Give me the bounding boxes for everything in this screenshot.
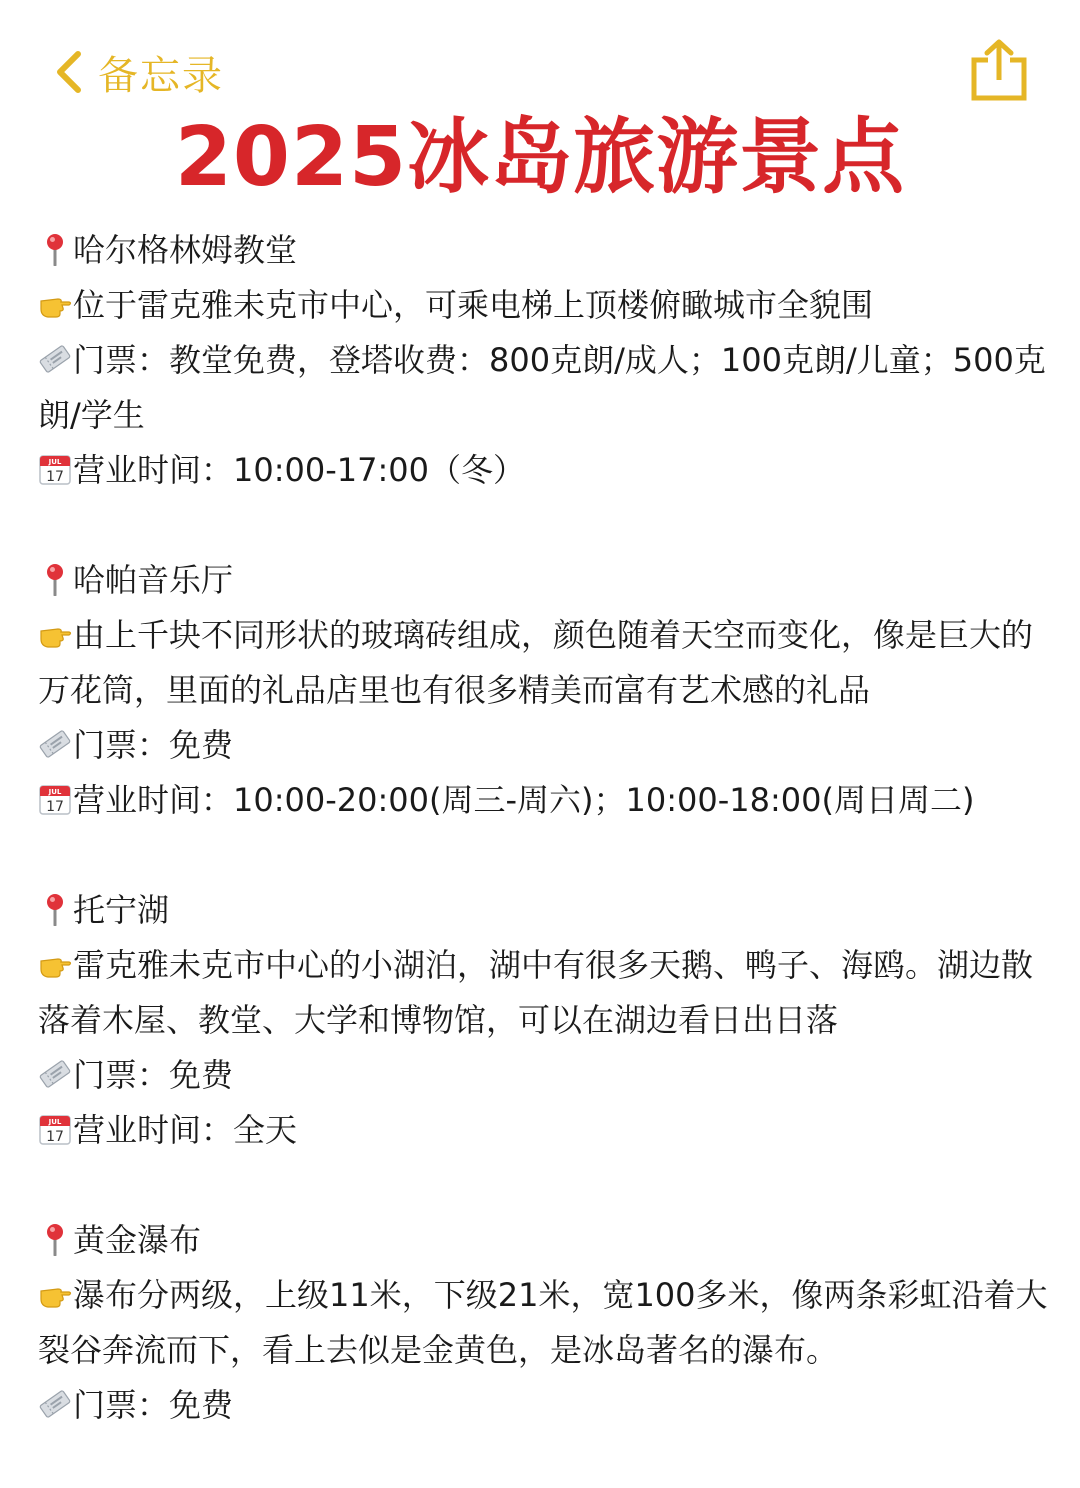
- ticket-icon: [38, 1387, 72, 1421]
- spot-desc: 位于雷克雅未克市中心，可乘电梯上顶楼俯瞰城市全貌围: [73, 286, 874, 324]
- spot-ticket: 门票：免费: [73, 726, 234, 764]
- svg-text:JUL: JUL: [48, 788, 62, 796]
- spot-desc-line: [38, 1268, 1048, 1378]
- spot-ticket-line: [38, 1048, 1048, 1103]
- spot-section: [38, 883, 1048, 1158]
- share-icon: [968, 38, 1030, 104]
- chevron-left-icon: [52, 48, 86, 96]
- spot-name-line: [38, 553, 1048, 608]
- svg-text:JUL: JUL: [48, 1118, 62, 1126]
- round-pushpin-icon: [38, 562, 72, 596]
- spot-name: 托宁湖: [73, 891, 170, 929]
- nav-bar: [0, 0, 1080, 110]
- page-title: 2025冰岛旅游景点: [174, 110, 906, 205]
- spot-section: [38, 553, 1048, 828]
- spot-ticket-line: [38, 333, 1048, 443]
- svg-text:JUL: JUL: [48, 458, 62, 466]
- back-label: 备忘录: [98, 52, 224, 99]
- spot-desc: 瀑布分两级，上级11米，下级21米，宽100多米，像两条彩虹沿着大裂谷奔流而下，看上去似是金黄色，是冰岛著名的瀑布。: [38, 1276, 1048, 1369]
- calendar-icon: [38, 782, 72, 816]
- spot-section: [38, 1213, 1048, 1433]
- note-content: [38, 223, 1048, 1488]
- pointing-hand-icon: [38, 947, 72, 981]
- spot-hours-line: [38, 443, 1048, 498]
- spot-name-line: [38, 883, 1048, 938]
- spot-hours-line: [38, 1103, 1048, 1158]
- round-pushpin-icon: [38, 1222, 72, 1256]
- spot-desc-line: [38, 278, 1048, 333]
- svg-text:17: 17: [46, 469, 64, 485]
- round-pushpin-icon: [38, 892, 72, 926]
- ticket-icon: [38, 342, 72, 376]
- calendar-icon: [38, 1112, 72, 1146]
- spot-ticket: 门票：教堂免费，登塔收费：800克朗/成人；100克朗/儿童；500克朗/学生: [38, 341, 1046, 434]
- spot-ticket-line: [38, 1378, 1048, 1433]
- spot-ticket: 门票：免费: [73, 1386, 234, 1424]
- spot-hours: 营业时间：10:00-17:00（冬）: [73, 451, 525, 489]
- spot-name-line: [38, 1213, 1048, 1268]
- calendar-icon: [38, 452, 72, 486]
- pointing-hand-icon: [38, 287, 72, 321]
- spot-desc: 雷克雅未克市中心的小湖泊，湖中有很多天鹅、鸭子、海鸥。湖边散落着木屋、教堂、大学和博物馆，可以在湖边看日出日落: [38, 946, 1034, 1039]
- spot-name: 哈尔格林姆教堂: [73, 231, 298, 269]
- spot-name: 黄金瀑布: [73, 1221, 202, 1259]
- back-button[interactable]: [52, 44, 224, 100]
- svg-text:17: 17: [46, 1129, 64, 1145]
- spot-section: [38, 223, 1048, 498]
- pointing-hand-icon: [38, 617, 72, 651]
- ticket-icon: [38, 1057, 72, 1091]
- spot-desc: 由上千块不同形状的玻璃砖组成，颜色随着天空而变化，像是巨大的万花筒，里面的礼品店里也有很多精美而富有艺术感的礼品: [38, 616, 1034, 709]
- pointing-hand-icon: [38, 1277, 72, 1311]
- spot-ticket: 门票：免费: [73, 1056, 234, 1094]
- spot-hours: 营业时间：10:00-20:00(周三-周六)；10:00-18:00(周日周二): [73, 781, 975, 819]
- ticket-icon: [38, 727, 72, 761]
- svg-text:17: 17: [46, 799, 64, 815]
- spot-name-line: [38, 223, 1048, 278]
- share-button[interactable]: [968, 38, 1030, 104]
- spot-name: 哈帕音乐厅: [73, 561, 234, 599]
- spot-desc-line: [38, 608, 1048, 718]
- spot-hours-line: [38, 773, 1048, 828]
- spot-ticket-line: [38, 718, 1048, 773]
- round-pushpin-icon: [38, 232, 72, 266]
- spot-hours: 营业时间：全天: [73, 1111, 298, 1149]
- spot-desc-line: [38, 938, 1048, 1048]
